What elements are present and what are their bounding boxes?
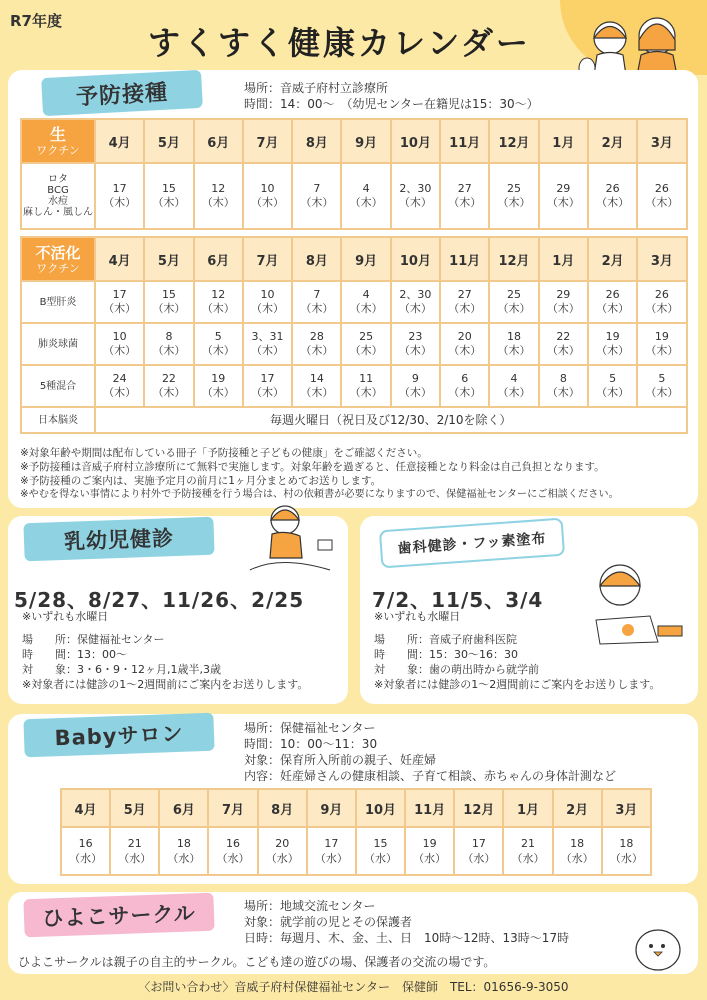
hepatitis-b-row: [21, 281, 687, 323]
month-cell: 10月: [356, 789, 405, 827]
date-cell: 4 （木）: [489, 365, 538, 407]
live-month-row: [21, 119, 687, 163]
date-cell: 12 （木）: [194, 163, 243, 229]
month-cell: 10月: [391, 119, 440, 163]
live-row: [21, 163, 687, 229]
encephalitis-schedule: 毎週火曜日（祝日及び12/30、2/10を除く）: [95, 407, 687, 433]
date-cell: 3、31 （木）: [243, 323, 292, 365]
date-cell: 18 （水）: [159, 827, 208, 875]
date-cell: 7 （木）: [292, 281, 341, 323]
contact-footer: 〈お問い合わせ〉音威子府村保健福祉センター 保健師 TEL：01656-9-3050: [138, 980, 569, 994]
month-cell: 8月: [292, 237, 341, 281]
month-cell: 6月: [194, 119, 243, 163]
month-cell: 6月: [159, 789, 208, 827]
date-cell: 5 （木）: [588, 365, 637, 407]
month-cell: 2月: [588, 119, 637, 163]
date-cell: 14 （木）: [292, 365, 341, 407]
date-cell: 25 （木）: [489, 163, 538, 229]
date-cell: 19 （木）: [637, 323, 686, 365]
month-cell: 1月: [539, 119, 588, 163]
date-cell: 2、30 （木）: [391, 163, 440, 229]
baby-salon-title: Babyサロン: [23, 713, 214, 758]
month-cell: 5月: [144, 119, 193, 163]
date-cell: 8 （木）: [144, 323, 193, 365]
vaccination-time: 時間：14：00～ （幼児センター在籍児は15：30～）: [244, 97, 539, 111]
month-cell: 12月: [489, 119, 538, 163]
baby-salon-info: 場所：保健福祉センター 時間：10：00～11：30 対象：保育所入所前の親子、妊産婦 内容：妊産婦さんの健康相談、子育て相談、赤ちゃんの身体計測など: [244, 721, 617, 783]
date-cell: 2、30 （木）: [391, 281, 440, 323]
date-cell: 17 （木）: [243, 365, 292, 407]
vaccine-label: 5種混合: [21, 365, 95, 407]
date-cell: 10 （木）: [243, 163, 292, 229]
date-cell: 17 （木）: [95, 281, 144, 323]
inactivated-month-row: [21, 237, 687, 281]
date-cell: 19 （木）: [194, 365, 243, 407]
vaccine-label: 日本脳炎: [21, 407, 95, 433]
month-cell: 5月: [110, 789, 159, 827]
month-cell: 3月: [637, 237, 686, 281]
infant-checkup-dates: 5/28、8/27、11/26、2/25: [14, 588, 305, 612]
note-line: ※予防接種のご案内は、実施予定月の前月に1ヶ月分まとめてお送りします。: [20, 475, 382, 487]
month-cell: 4月: [95, 237, 144, 281]
month-cell: 11月: [405, 789, 454, 827]
year-label: R7年度: [10, 12, 62, 30]
dental-weekday-note: ※いずれも水曜日: [374, 610, 461, 623]
dental-checkup-details: 場 所：音威子府歯科医院 時 間：15：30～16：30 対 象：歯の萌出時から就学前 ※対象者には健診の1～2週間前にご案内をお送りします。: [374, 633, 661, 691]
date-cell: 5 （木）: [194, 323, 243, 365]
month-cell: 3月: [637, 119, 686, 163]
date-cell: 20 （水）: [258, 827, 307, 875]
date-cell: 15 （木）: [144, 163, 193, 229]
date-cell: 16 （水）: [208, 827, 257, 875]
date-cell: 8 （木）: [539, 365, 588, 407]
date-cell: 17 （木）: [95, 163, 144, 229]
month-cell: 4月: [61, 789, 110, 827]
note-line: ※対象年齢や期間は配布している冊子「予防接種と子どもの健康」をご確認ください。: [20, 447, 428, 459]
page-title: すくすく健康カレンダー: [148, 24, 531, 62]
date-cell: 18 （水）: [553, 827, 602, 875]
date-cell: 21 （水）: [503, 827, 552, 875]
dental-checkup-title: 歯科健診・フッ素塗布: [379, 518, 565, 569]
date-cell: 10 （木）: [243, 281, 292, 323]
pneumococcal-row: [21, 323, 687, 365]
month-cell: 8月: [292, 119, 341, 163]
month-cell: 3月: [602, 789, 651, 827]
date-cell: 18 （木）: [489, 323, 538, 365]
salon-date-row: [61, 827, 651, 875]
salon-month-row: [61, 789, 651, 827]
hiyoko-circle-info: 場所：地域交流センター 対象：就学前の児とその保護者 日時：毎週月、木、金、土、日 10時～12時、13時～17時: [244, 899, 570, 945]
hiyoko-circle-description: ひよこサークルは親子の自主的サークル。こども達の遊びの場、保護者の交流の場です。: [18, 955, 496, 969]
encephalitis-row: [21, 407, 687, 433]
month-cell: 9月: [307, 789, 356, 827]
date-cell: 26 （木）: [588, 281, 637, 323]
infant-weekday-note: ※いずれも水曜日: [22, 610, 109, 623]
date-cell: 11 （木）: [341, 365, 390, 407]
date-cell: 25 （木）: [489, 281, 538, 323]
month-cell: 11月: [440, 237, 489, 281]
vaccine-label: 肺炎球菌: [21, 323, 95, 365]
infant-checkup-title: 乳幼児健診: [23, 517, 214, 562]
date-cell: 20 （木）: [440, 323, 489, 365]
date-cell: 10 （木）: [95, 323, 144, 365]
date-cell: 9 （木）: [391, 365, 440, 407]
date-cell: 24 （木）: [95, 365, 144, 407]
date-cell: 27 （木）: [440, 281, 489, 323]
vaccine-label: B型肝炎: [21, 281, 95, 323]
hiyoko-circle-title: ひよこサークル: [23, 893, 214, 938]
live-head-cell: 生 ワクチン: [21, 119, 95, 163]
month-cell: 7月: [243, 237, 292, 281]
month-cell: 7月: [243, 119, 292, 163]
date-cell: 28 （木）: [292, 323, 341, 365]
month-cell: 4月: [95, 119, 144, 163]
inactivated-head-cell: 不活化 ワクチン: [21, 237, 95, 281]
dental-checkup-dates: 7/2、11/5、3/4: [372, 588, 544, 612]
date-cell: 18 （水）: [602, 827, 651, 875]
inactivated-vaccine-table: [20, 236, 688, 434]
month-cell: 12月: [454, 789, 503, 827]
month-cell: 10月: [391, 237, 440, 281]
date-cell: 23 （木）: [391, 323, 440, 365]
month-cell: 1月: [539, 237, 588, 281]
vaccination-place: 場所：音威子府村立診療所: [244, 81, 389, 95]
date-cell: 6 （木）: [440, 365, 489, 407]
month-cell: 8月: [258, 789, 307, 827]
date-cell: 19 （木）: [588, 323, 637, 365]
date-cell: 29 （木）: [539, 281, 588, 323]
date-cell: 7 （木）: [292, 163, 341, 229]
month-cell: 5月: [144, 237, 193, 281]
vaccination-title: 予防接種: [41, 70, 203, 116]
date-cell: 22 （木）: [539, 323, 588, 365]
date-cell: 17 （水）: [454, 827, 503, 875]
date-cell: 15 （水）: [356, 827, 405, 875]
date-cell: 5 （木）: [637, 365, 686, 407]
month-cell: 6月: [194, 237, 243, 281]
chick-illustration: [630, 918, 686, 974]
month-cell: 1月: [503, 789, 552, 827]
date-cell: 17 （水）: [307, 827, 356, 875]
five-in-one-row: [21, 365, 687, 407]
vaccine-label: ロタ BCG 水痘 麻しん・風しん: [21, 163, 95, 229]
date-cell: 22 （木）: [144, 365, 193, 407]
infant-checkup-details: 場 所：保健福祉センター 時 間：13：00～ 対 象：3・6・9・12ヶ月,1歳半,3歳 ※対象者には健診の1～2週間前にご案内をお送りします。: [22, 633, 309, 691]
date-cell: 12 （木）: [194, 281, 243, 323]
date-cell: 26 （木）: [588, 163, 637, 229]
month-cell: 2月: [588, 237, 637, 281]
vaccination-notes: [20, 446, 700, 502]
date-cell: 16 （水）: [61, 827, 110, 875]
month-cell: 12月: [489, 237, 538, 281]
date-cell: 21 （水）: [110, 827, 159, 875]
note-line: ※予防接種は音威子府村立診療所にて無料で実施します。対象年齢を過ぎると、任意接種となり料金は自己負担となります。: [20, 461, 605, 473]
month-cell: 7月: [208, 789, 257, 827]
date-cell: 25 （木）: [341, 323, 390, 365]
date-cell: 26 （木）: [637, 281, 686, 323]
date-cell: 29 （木）: [539, 163, 588, 229]
date-cell: 27 （木）: [440, 163, 489, 229]
month-cell: 9月: [341, 119, 390, 163]
month-cell: 11月: [440, 119, 489, 163]
date-cell: 15 （木）: [144, 281, 193, 323]
date-cell: 4 （木）: [341, 281, 390, 323]
month-cell: 2月: [553, 789, 602, 827]
baby-salon-table: [60, 788, 652, 876]
child-sandbox-illustration: [240, 500, 340, 580]
month-cell: 9月: [341, 237, 390, 281]
note-line: ※やむを得ない事情により村外で予防接種を行う場合は、村の依頼書が必要になりますので、保健福祉センターにご相談ください。: [20, 489, 619, 500]
live-vaccine-table: [20, 118, 688, 230]
date-cell: 19 （水）: [405, 827, 454, 875]
date-cell: 4 （木）: [341, 163, 390, 229]
date-cell: 26 （木）: [637, 163, 686, 229]
